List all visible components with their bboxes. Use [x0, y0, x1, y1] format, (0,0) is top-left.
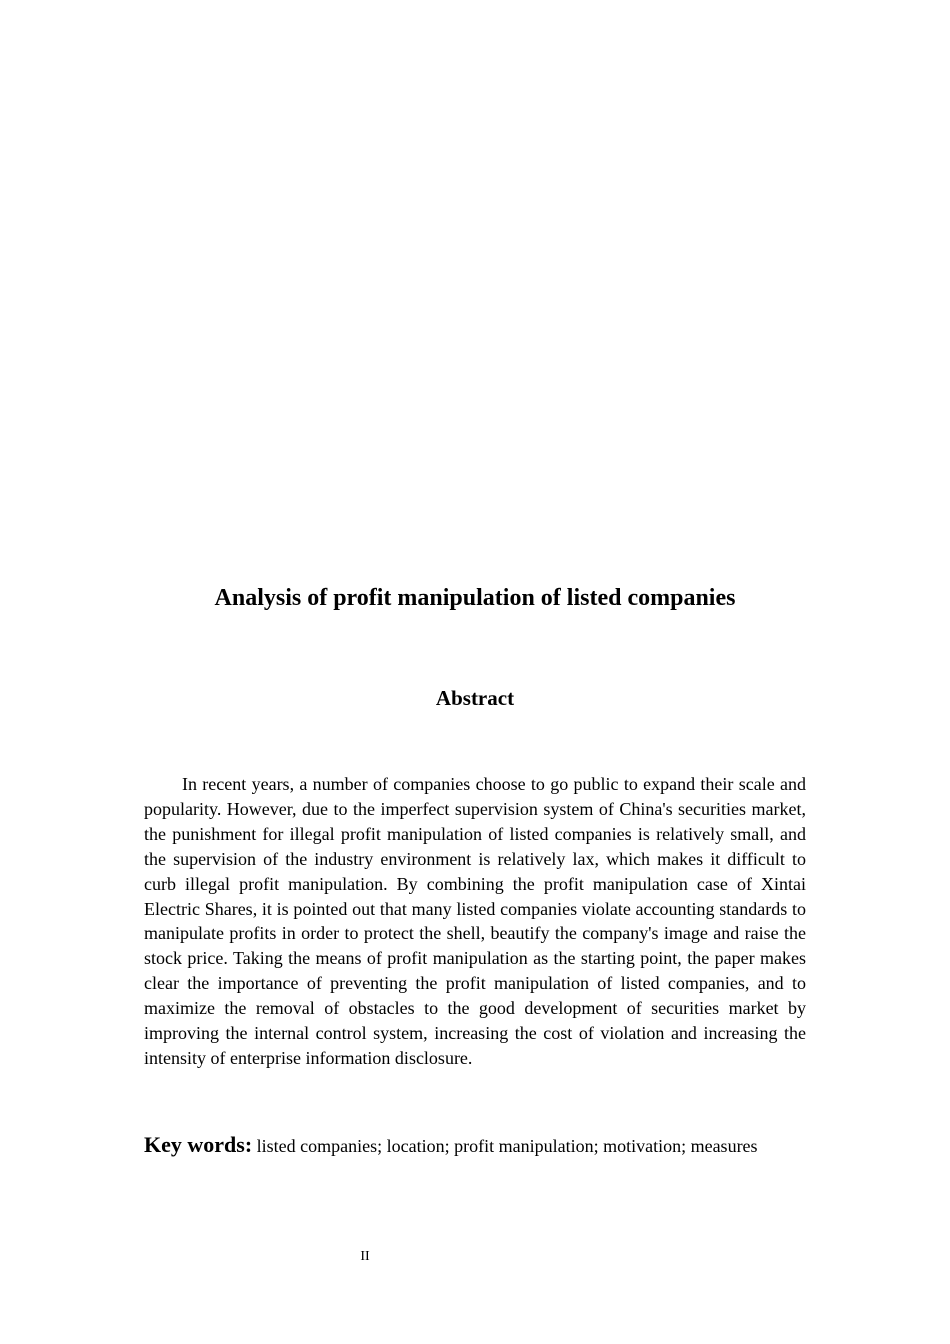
abstract-heading: Abstract — [435, 686, 515, 710]
keywords-label: Key words: — [144, 1132, 253, 1157]
page-number: II — [360, 1249, 370, 1264]
keywords-text: listed companies; location; profit manipulation; motivation; measures — [256, 1136, 758, 1156]
keywords-line — [144, 1131, 844, 1160]
abstract-body: In recent years, a number of companies choose to go public to expand their scale and popularity. However, due to the imperfect supervision system of China's securities market, the punishment for illegal profit manipulation of listed companies is relatively small, and the supervision of the industry environment is relatively lax, which makes it difficult to curb illegal profit manipulation. By combining the profit manipulation case of Xintai Electric Shares, it is pointed out that many listed companies violate accounting standards to manipulate profits in order to protect the shell, beautify the company's image and raise the stock price. Taking the means of profit manipulation as the starting point, the paper makes clear the importance of preventing the profit manipulation of listed companies, and to maximize the removal of obstacles to the good development of securities market by improving the internal control system, increasing the cost of violation and increasing the intensity of enterprise information disclosure. — [144, 774, 806, 1068]
paper-title: Analysis of profit manipulation of listed companies — [214, 585, 736, 611]
